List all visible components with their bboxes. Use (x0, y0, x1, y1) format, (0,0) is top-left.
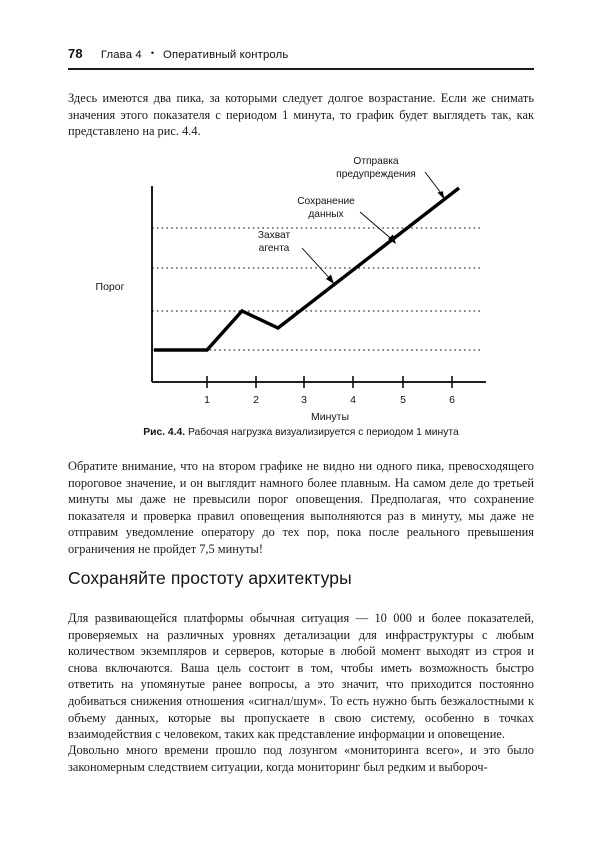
x-tick-labels (204, 394, 455, 406)
annotation-send-alert-line2: предупреждения (336, 169, 416, 180)
paragraph-architecture: Для развивающейся платформы обычная ситуация — 10 000 и более показателей, проверяемых на различных уровнях детализации для инфраструктуры с любым количеством экземпляров и серверов, которые в любой момент выходят из строя и снова включаются. Ваша цель состоит в том, чтобы иметь возможность быстро ответить на упомянутые ранее вопросы, а это значит, что приходится постоянно добиваться снижения отношения «сигнал/шум». То есть нужно быть безжалостными к объему данных, которые вы пропускаете в свою систему, особенно в точках взаимодействия с человеком, таких как представление информации и оповещение. (68, 611, 534, 742)
figure-caption-label: Рис. 4.4. (143, 427, 186, 438)
x-axis-label: Минуты (310, 411, 350, 423)
chapter-title: Оперативный контроль (163, 49, 289, 61)
paragraph-observation: Обратите внимание, что на втором графике не видно ни одного пика, превосходящего пороговое значение, и он выглядит намного более плавным. На самом деле до третьей минуты мы даже не превысили порог оповещения. Предполагая, что сохранение показателя и проверка правил оповещения выполняются раз в минуту, мы даже не отправим уведомление оператору до тех пор, пока после реального превышения ограничения не пройдет 7,5 минуты! (68, 459, 534, 556)
x-tick-label-6: 6 (449, 394, 455, 406)
x-tick-label-4: 4 (350, 394, 356, 406)
figure-4-4 (68, 148, 534, 448)
running-head (68, 46, 534, 61)
bullet-separator-icon: • (150, 48, 155, 58)
page-number: 78 (68, 46, 83, 61)
chapter-number: Глава 4 (100, 49, 142, 61)
annotation-agent-capture (258, 230, 334, 284)
annotation-send-alert (336, 156, 444, 199)
workload-line-series (154, 188, 459, 350)
section-heading: Сохраняйте простоту архитектуры (68, 568, 352, 588)
y-axis-label: Порог (95, 281, 125, 293)
figure-caption-text: Рабочая нагрузка визуализируется с периодом 1 минута (187, 427, 459, 438)
annotation-agent-capture-line1: Захват (257, 230, 291, 241)
annotation-store-data-line2: данных (308, 209, 344, 220)
x-tick-label-1: 1 (204, 394, 210, 406)
annotation-agent-capture-line2: агента (258, 243, 290, 254)
x-tick-label-5: 5 (400, 394, 406, 406)
annotation-store-data (297, 196, 396, 244)
grid-lines (152, 228, 483, 350)
figure-caption (68, 427, 534, 438)
annotation-store-data-line1: Сохранение (297, 196, 355, 207)
header-rule (68, 68, 534, 70)
paragraph-intro: Здесь имеются два пика, за которыми следует долгое возрастание. Если же снимать значения этого показателя с периодом 1 минута, то график будет выглядеть так, как представлено на рис. 4.4. (68, 91, 534, 139)
figure-4-4-chart (68, 148, 534, 448)
annotation-send-alert-arrowhead-icon (438, 191, 445, 199)
x-tick-label-3: 3 (301, 394, 307, 406)
annotation-send-alert-line1: Отправка (353, 156, 399, 167)
paragraph-monitoring-everything: Довольно много времени прошло под лозунгом «мониторинга всего», и это было закономерным следствием ситуации, когда мониторинг был редким и выбороч- (68, 743, 534, 774)
x-tick-label-2: 2 (253, 394, 259, 406)
